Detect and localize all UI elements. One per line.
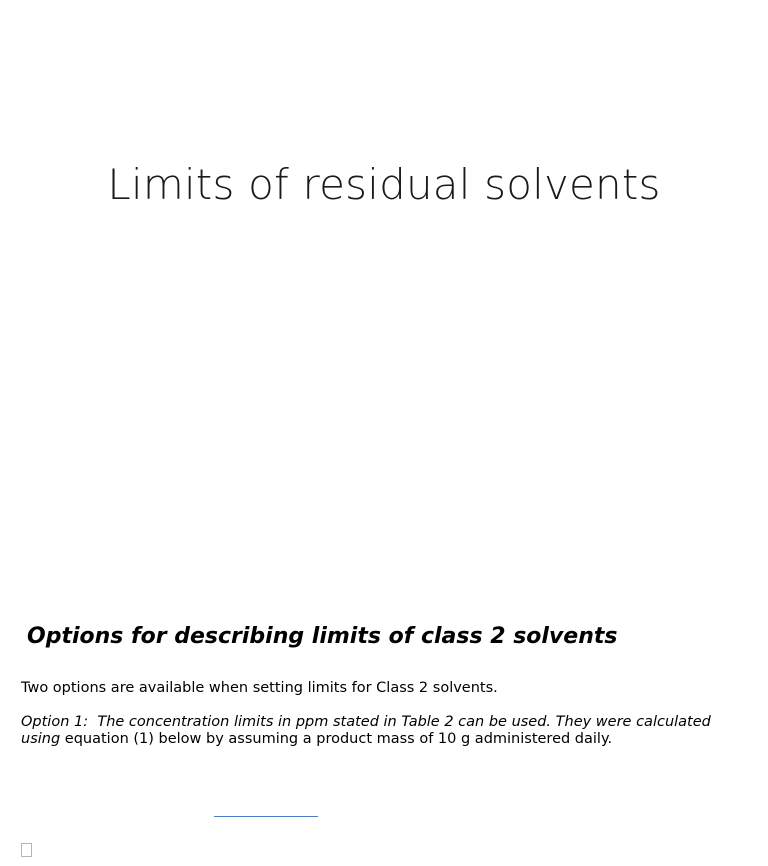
intro-paragraph: Two options are available when setting limits for Class 2 solvents.: [21, 680, 498, 696]
option-1-label: Option 1:: [21, 714, 89, 730]
section-heading: Options for describing limits of class 2 solvents: [27, 624, 618, 649]
option-1-paragraph: [21, 714, 741, 748]
page-title: Limits of residual solvents: [107, 160, 661, 209]
option-1-italic-text: The concentration limits in ppm stated in Table 2 can be used. They were calculated using: [21, 714, 711, 747]
option-1-normal-text: equation (1) below by assuming a product mass of 10 g administered daily.: [64, 731, 613, 747]
equation-link[interactable]: [214, 816, 318, 817]
image-placeholder-icon: [21, 843, 32, 857]
